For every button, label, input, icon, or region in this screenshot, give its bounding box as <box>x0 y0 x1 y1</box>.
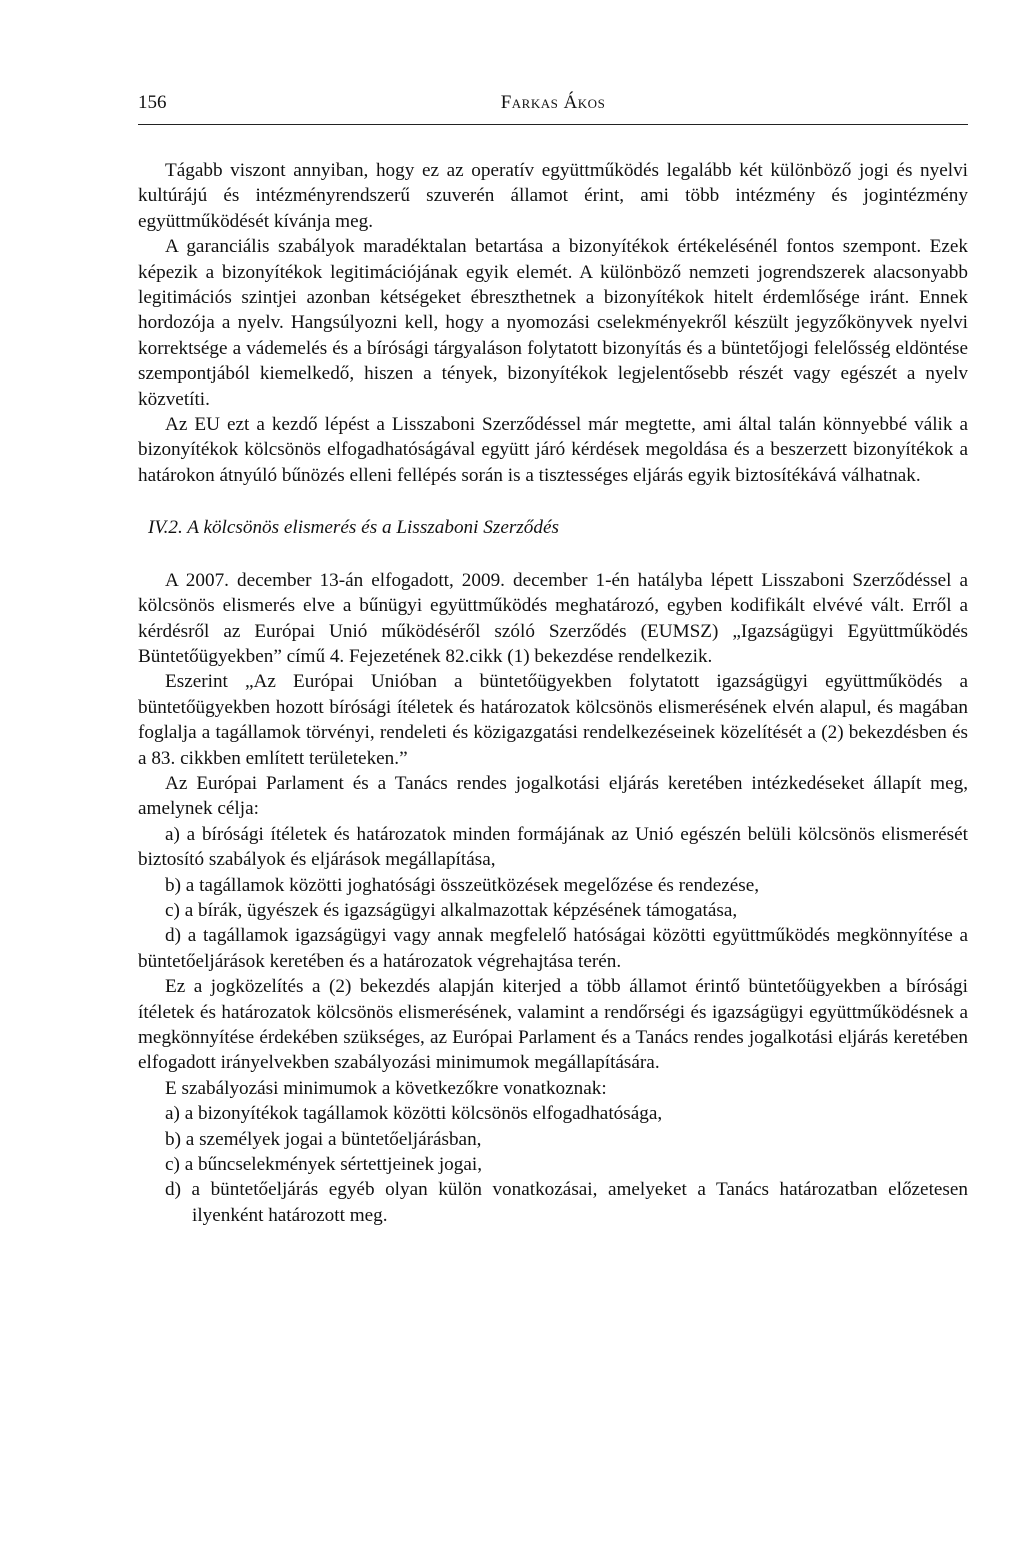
running-head-author: Farkas Ákos <box>500 92 606 113</box>
list-item: d) a tagállamok igazságügyi vagy annak megfelelő hatóságai közötti együttműködés megkönnyítése a büntetőeljárások keretében és a határozatok végrehajtása terén. <box>138 925 968 972</box>
page-number: 156 <box>138 92 167 113</box>
paragraph: A garanciális szabályok maradéktalan betartása a bizonyítékok értékelésénél fontos szempont. Ezek képezik a bizonyítékok legitimációjának egyik elemét. A különböző nemzeti jogrendszerek alacsonyabb legitimációs szintjei azonban kétségeket ébreszthetnek a bizonyítékok hitelt érdemlősége iránt. Ennek hordozója a nyelv. Hangsúlyozni kell, hogy a nyomozási cselekményekről készült jegyzőkönyvek nyelvi korrektsége a vádemelés és a bírósági tárgyaláson folytatott bizonyítás és a büntetőjogi felelősség eldöntése szempontjából kiemelkedő, hiszen a tények, bizonyítékok legjelentősebb részét vagy egészét a nyelv közvetíti. <box>138 236 968 410</box>
paragraph: Az Európai Parlament és a Tanács rendes jogalkotási eljárás keretében intézkedéseket állapít meg, amelynek célja: <box>138 772 968 820</box>
list-item: b) a személyek jogai a büntetőeljárásban, <box>165 1128 482 1150</box>
list-item: c) a bűncselekmények sértettjeinek jogai, <box>165 1154 482 1176</box>
spacer <box>138 488 968 515</box>
paragraph: Eszerint „Az Európai Unióban a büntetőügyekben folytatott igazságügyi együttműködés a büntetőügyekben hozott bírósági ítéletek és határozatok kölcsönös elismerésének elvén alapul, és magában foglalja a tagállamok törvényi, rendeleti és közigazgatási rendelkezéseinek közelítését a (2) bekezdésben és a 83. cikkben említett területeken.” <box>138 671 968 769</box>
list-item: c) a bírák, ügyészek és igazságügyi alkalmazottak képzésének támogatása, <box>165 899 738 921</box>
list-item: a) a bírósági ítéletek és határozatok minden formájának az Unió egészén belüli kölcsönös elismerését biztosító szabályok és eljárások megállapítása, <box>138 823 968 871</box>
paragraph: Az EU ezt a kezdő lépést a Lisszaboni Szerződéssel már megtette, ami által talán könnyebbé válik a bizonyítékok kölcsönös elfogadhatóságával együtt járó kérdések megoldása és a beszerzett bizonyítékok a határokon átnyúló bűnözés elleni fellépés során is a tisztességes eljárás egyik biztosítékává válhatnak. <box>138 414 968 486</box>
list-item: b) a tagállamok közötti joghatósági összeütközések megelőzése és rendezése, <box>165 874 760 896</box>
paragraph: Ez a jogközelítés a (2) bekezdés alapján kiterjed a több államot érintő büntetőügyekben a bírósági ítéletek és határozatok kölcsönös elismerésének, valamint a rendőrségi és igazságügyi együttműködésnek a megkönnyítése érdekében szükséges, az Európai Parlament és a Tanács rendes jogalkotási eljárás keretében elfogadott irányelvekben szabályozási minimumok megállapítására. <box>138 976 968 1074</box>
paragraph: Tágabb viszont annyiban, hogy ez az operatív együttműködés legalább két különböző jogi és nyelvi kultúrájú és intézményrendszerű szuverén államot érint, ami több intézmény és jogintézmény együttműködését kívánja meg. <box>138 160 968 232</box>
section-heading: IV.2. A kölcsönös elismerés és a Lisszaboni Szerződés <box>148 517 559 539</box>
page-header <box>138 92 968 125</box>
list-item: d) a büntetőeljárás egyéb olyan külön vonatkozásai, amelyeket a Tanács határozatban előzetesen ilyenként határozott meg. <box>165 1179 968 1226</box>
paragraph: A 2007. december 13-án elfogadott, 2009. december 1-én hatályba lépett Lisszaboni Szerződéssel a kölcsönös elismerés elve a bűnügyi együttműködés meghatározó, egyben kodifikált elvévé vált. Erről a kérdésről az Európai Unió működéséről szóló Szerződés (EUMSZ) „Igazságügyi Együttműködés Büntetőügyekben” című 4. Fejezetének 82.cikk (1) bekezdése rendelkezik. <box>138 569 968 667</box>
list-item: a) a bizonyítékok tagállamok közötti kölcsönös elfogadhatósága, <box>165 1103 663 1125</box>
paragraph: E szabályozási minimumok a következőkre vonatkoznak: <box>165 1077 607 1099</box>
body-text <box>138 158 968 1228</box>
